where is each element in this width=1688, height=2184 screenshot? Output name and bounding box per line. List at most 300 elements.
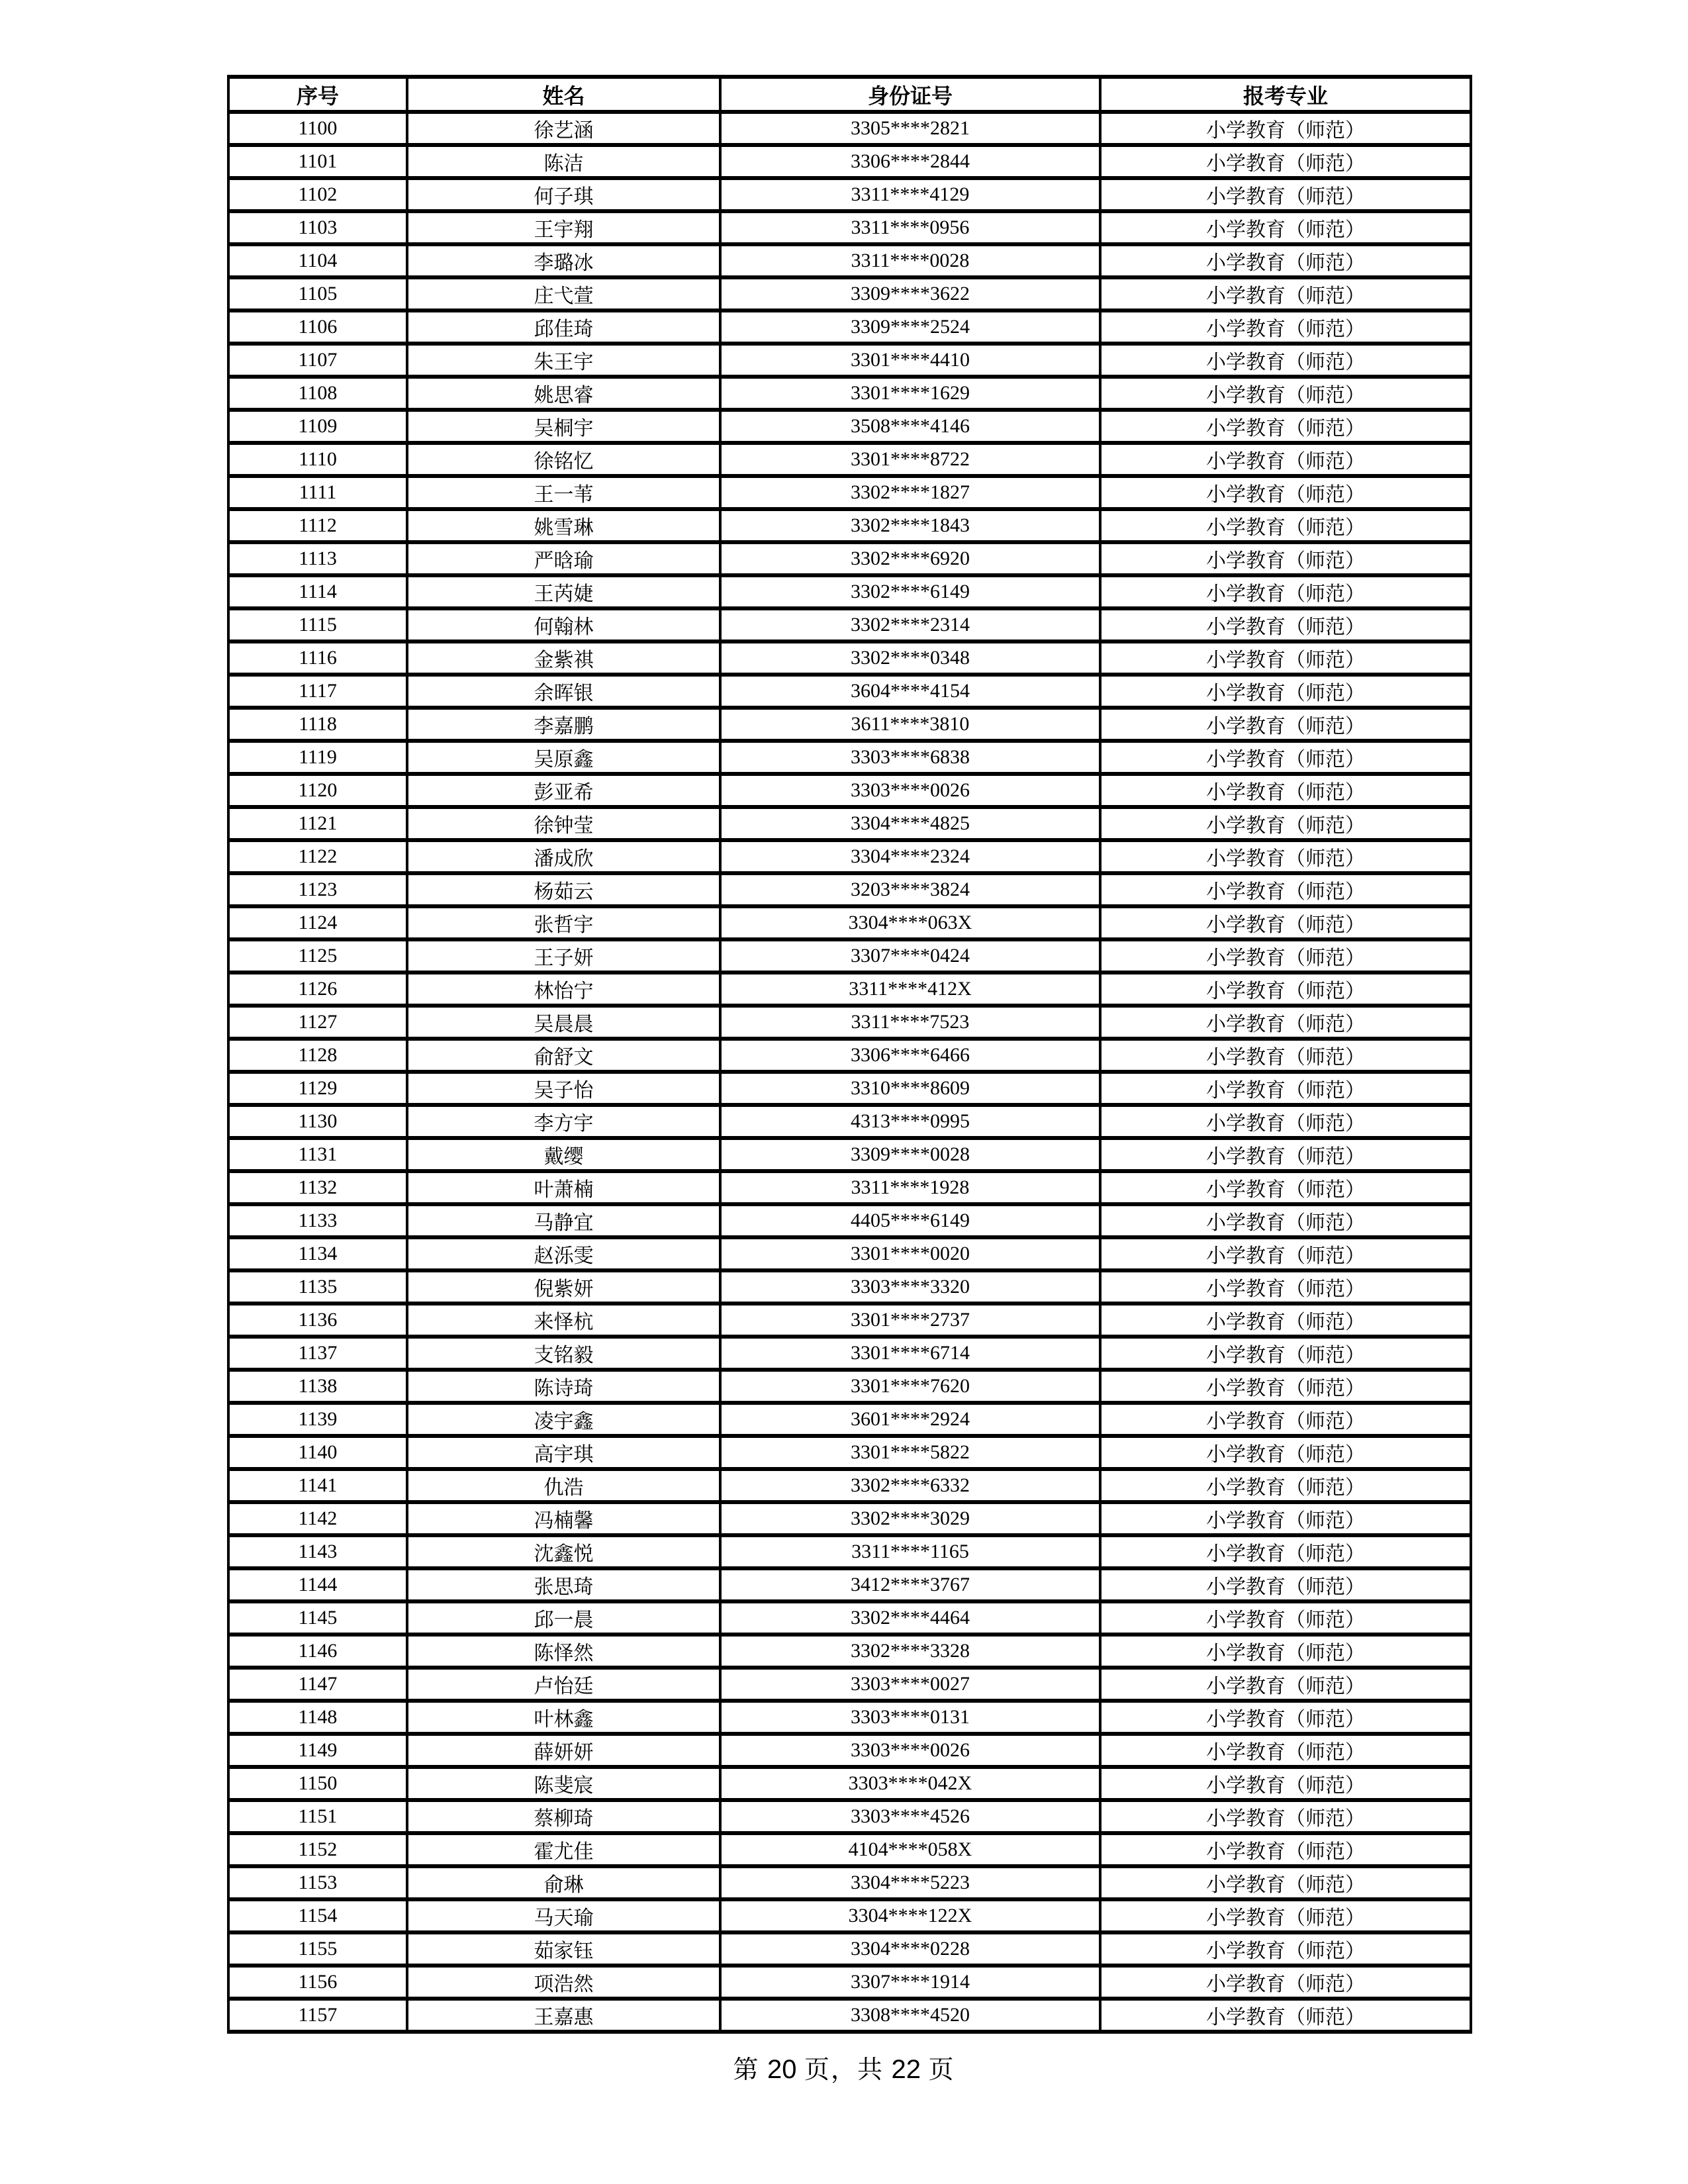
name-cell: 陈斐宸	[407, 1767, 720, 1800]
serial-cell: 1126	[228, 973, 407, 1006]
table-row	[228, 1701, 1471, 1734]
id-cell: 3302****6332	[720, 1469, 1100, 1502]
name-cell: 姚思睿	[407, 377, 720, 410]
name-cell: 霍尤佳	[407, 1833, 720, 1866]
table-row	[228, 1138, 1471, 1171]
name-cell: 金紫祺	[407, 641, 720, 675]
table-row	[228, 939, 1471, 973]
id-cell: 3302****1827	[720, 476, 1100, 509]
serial-cell: 1154	[228, 1899, 407, 1932]
id-cell: 3601****2924	[720, 1403, 1100, 1436]
major-cell: 小学教育（师范）	[1100, 1403, 1471, 1436]
table-row	[228, 873, 1471, 906]
id-cell: 3307****1914	[720, 1966, 1100, 1999]
id-cell: 3508****4146	[720, 410, 1100, 443]
table-row	[228, 1966, 1471, 1999]
header-row	[228, 77, 1471, 112]
table-row	[228, 1999, 1471, 2032]
table-row	[228, 112, 1471, 145]
table-row	[228, 1072, 1471, 1105]
id-cell: 3301****5822	[720, 1436, 1100, 1469]
table-row	[228, 1866, 1471, 1899]
serial-cell: 1107	[228, 344, 407, 377]
id-cell: 3309****0028	[720, 1138, 1100, 1171]
page-footer	[0, 2049, 1688, 2085]
major-cell: 小学教育（师范）	[1100, 741, 1471, 774]
id-cell: 3203****3824	[720, 873, 1100, 906]
id-cell: 3303****0027	[720, 1668, 1100, 1701]
table-body	[228, 112, 1471, 2032]
footer-prefix: 第	[733, 2056, 767, 2084]
major-cell: 小学教育（师范）	[1100, 840, 1471, 873]
major-cell: 小学教育（师范）	[1100, 1734, 1471, 1767]
name-cell: 余晖银	[407, 675, 720, 708]
table-row	[228, 377, 1471, 410]
footer-middle: 页，共	[796, 2056, 892, 2084]
table-row	[228, 906, 1471, 939]
name-cell: 项浩然	[407, 1966, 720, 1999]
table-row	[228, 211, 1471, 244]
id-cell: 3310****8609	[720, 1072, 1100, 1105]
serial-cell: 1123	[228, 873, 407, 906]
table-row	[228, 1039, 1471, 1072]
table-row	[228, 1800, 1471, 1833]
name-cell: 陈怿然	[407, 1635, 720, 1668]
serial-cell: 1122	[228, 840, 407, 873]
id-cell: 3309****3622	[720, 277, 1100, 310]
table-row	[228, 1171, 1471, 1204]
name-cell: 来怿杭	[407, 1304, 720, 1337]
table-row	[228, 774, 1471, 807]
serial-cell: 1113	[228, 542, 407, 575]
id-cell: 3301****1629	[720, 377, 1100, 410]
id-cell: 4405****6149	[720, 1204, 1100, 1237]
serial-cell: 1134	[228, 1237, 407, 1270]
name-cell: 张哲宇	[407, 906, 720, 939]
footer-total-pages: 22	[891, 2055, 921, 2084]
table-row	[228, 1237, 1471, 1270]
serial-cell: 1136	[228, 1304, 407, 1337]
id-cell: 3304****2324	[720, 840, 1100, 873]
major-cell: 小学教育（师范）	[1100, 906, 1471, 939]
serial-cell: 1131	[228, 1138, 407, 1171]
table-row	[228, 1469, 1471, 1502]
major-cell: 小学教育（师范）	[1100, 1701, 1471, 1734]
serial-cell: 1111	[228, 476, 407, 509]
serial-cell: 1142	[228, 1502, 407, 1535]
name-cell: 徐钟莹	[407, 807, 720, 840]
major-cell: 小学教育（师范）	[1100, 1966, 1471, 1999]
id-cell: 3311****4129	[720, 178, 1100, 211]
id-cell: 3307****0424	[720, 939, 1100, 973]
id-cell: 3304****5223	[720, 1866, 1100, 1899]
id-cell: 4104****058X	[720, 1833, 1100, 1866]
table-row	[228, 1502, 1471, 1535]
applicant-table	[227, 75, 1472, 2034]
footer-suffix: 页	[921, 2056, 955, 2084]
table-row	[228, 1403, 1471, 1436]
major-cell: 小学教育（师范）	[1100, 1237, 1471, 1270]
serial-cell: 1101	[228, 145, 407, 178]
name-cell: 徐艺涵	[407, 112, 720, 145]
serial-cell: 1138	[228, 1370, 407, 1403]
id-cell: 3303****3320	[720, 1270, 1100, 1304]
serial-cell: 1108	[228, 377, 407, 410]
major-cell: 小学教育（师范）	[1100, 973, 1471, 1006]
name-cell: 姚雪琳	[407, 509, 720, 542]
major-cell: 小学教育（师范）	[1100, 211, 1471, 244]
name-cell: 彭亚希	[407, 774, 720, 807]
table-row	[228, 1535, 1471, 1568]
name-cell: 俞琳	[407, 1866, 720, 1899]
id-cell: 3301****6714	[720, 1337, 1100, 1370]
id-cell: 3302****3029	[720, 1502, 1100, 1535]
serial-cell: 1115	[228, 608, 407, 641]
major-cell: 小学教育（师范）	[1100, 675, 1471, 708]
name-cell: 赵泺雯	[407, 1237, 720, 1270]
major-cell: 小学教育（师范）	[1100, 443, 1471, 476]
name-cell: 邱佳琦	[407, 310, 720, 344]
name-cell: 李嘉鹏	[407, 708, 720, 741]
table-row	[228, 1899, 1471, 1932]
id-cell: 3302****0348	[720, 641, 1100, 675]
serial-cell: 1132	[228, 1171, 407, 1204]
id-cell: 3311****1928	[720, 1171, 1100, 1204]
table-header	[228, 77, 1471, 112]
name-cell: 朱王宇	[407, 344, 720, 377]
name-cell: 吴原鑫	[407, 741, 720, 774]
major-cell: 小学教育（师范）	[1100, 1072, 1471, 1105]
name-cell: 马静宜	[407, 1204, 720, 1237]
name-cell: 徐铭忆	[407, 443, 720, 476]
major-cell: 小学教育（师范）	[1100, 244, 1471, 277]
table-row	[228, 1767, 1471, 1800]
major-cell: 小学教育（师范）	[1100, 1105, 1471, 1138]
table-row	[228, 344, 1471, 377]
name-cell: 陈诗琦	[407, 1370, 720, 1403]
id-cell: 3301****8722	[720, 443, 1100, 476]
id-cell: 3311****0956	[720, 211, 1100, 244]
serial-cell: 1130	[228, 1105, 407, 1138]
serial-cell: 1128	[228, 1039, 407, 1072]
major-cell: 小学教育（师范）	[1100, 1568, 1471, 1601]
name-cell: 吴桐宇	[407, 410, 720, 443]
serial-cell: 1118	[228, 708, 407, 741]
serial-cell: 1125	[228, 939, 407, 973]
serial-cell: 1129	[228, 1072, 407, 1105]
id-cell: 4313****0995	[720, 1105, 1100, 1138]
name-cell: 茹家钰	[407, 1932, 720, 1966]
serial-cell: 1103	[228, 211, 407, 244]
serial-cell: 1117	[228, 675, 407, 708]
name-cell: 林怡宁	[407, 973, 720, 1006]
name-cell: 何子琪	[407, 178, 720, 211]
name-cell: 张思琦	[407, 1568, 720, 1601]
id-cell: 3412****3767	[720, 1568, 1100, 1601]
serial-cell: 1146	[228, 1635, 407, 1668]
table-row	[228, 1370, 1471, 1403]
name-cell: 李方宇	[407, 1105, 720, 1138]
table-row	[228, 741, 1471, 774]
name-cell: 倪紫妍	[407, 1270, 720, 1304]
table-row	[228, 840, 1471, 873]
major-cell: 小学教育（师范）	[1100, 410, 1471, 443]
major-cell: 小学教育（师范）	[1100, 575, 1471, 608]
table-row	[228, 145, 1471, 178]
table-row	[228, 178, 1471, 211]
serial-cell: 1150	[228, 1767, 407, 1800]
table-row	[228, 1833, 1471, 1866]
id-cell: 3311****1165	[720, 1535, 1100, 1568]
major-cell: 小学教育（师范）	[1100, 608, 1471, 641]
serial-cell: 1140	[228, 1436, 407, 1469]
serial-cell: 1110	[228, 443, 407, 476]
name-cell: 潘成欣	[407, 840, 720, 873]
name-cell: 沈鑫悦	[407, 1535, 720, 1568]
major-cell: 小学教育（师范）	[1100, 774, 1471, 807]
id-cell: 3302****6149	[720, 575, 1100, 608]
serial-cell: 1143	[228, 1535, 407, 1568]
id-cell: 3604****4154	[720, 675, 1100, 708]
id-cell: 3611****3810	[720, 708, 1100, 741]
id-cell: 3304****063X	[720, 906, 1100, 939]
major-cell: 小学教育（师范）	[1100, 476, 1471, 509]
name-cell: 吴晨晨	[407, 1006, 720, 1039]
table-row	[228, 1568, 1471, 1601]
serial-cell: 1152	[228, 1833, 407, 1866]
name-cell: 高宇琪	[407, 1436, 720, 1469]
serial-cell: 1149	[228, 1734, 407, 1767]
major-cell: 小学教育（师范）	[1100, 1535, 1471, 1568]
id-cell: 3306****2844	[720, 145, 1100, 178]
table-row	[228, 310, 1471, 344]
name-cell: 王一苇	[407, 476, 720, 509]
serial-cell: 1100	[228, 112, 407, 145]
name-cell: 薛妍妍	[407, 1734, 720, 1767]
table-row	[228, 1668, 1471, 1701]
table-row	[228, 410, 1471, 443]
major-cell: 小学教育（师范）	[1100, 1436, 1471, 1469]
table-row	[228, 1006, 1471, 1039]
major-cell: 小学教育（师范）	[1100, 807, 1471, 840]
id-cell: 3301****0020	[720, 1237, 1100, 1270]
name-cell: 支铭毅	[407, 1337, 720, 1370]
id-cell: 3302****3328	[720, 1635, 1100, 1668]
serial-cell: 1127	[228, 1006, 407, 1039]
major-cell: 小学教育（师范）	[1100, 873, 1471, 906]
name-cell: 凌宇鑫	[407, 1403, 720, 1436]
header-id-number: 身份证号	[720, 77, 1100, 112]
serial-cell: 1148	[228, 1701, 407, 1734]
major-cell: 小学教育（师范）	[1100, 1999, 1471, 2032]
serial-cell: 1145	[228, 1601, 407, 1635]
id-cell: 3301****7620	[720, 1370, 1100, 1403]
major-cell: 小学教育（师范）	[1100, 277, 1471, 310]
id-cell: 3309****2524	[720, 310, 1100, 344]
table-row	[228, 1635, 1471, 1668]
serial-cell: 1144	[228, 1568, 407, 1601]
id-cell: 3301****4410	[720, 344, 1100, 377]
serial-cell: 1141	[228, 1469, 407, 1502]
major-cell: 小学教育（师范）	[1100, 112, 1471, 145]
serial-cell: 1157	[228, 1999, 407, 2032]
serial-cell: 1137	[228, 1337, 407, 1370]
footer-page-number: 20	[767, 2055, 797, 2084]
table-row	[228, 1601, 1471, 1635]
table-row	[228, 675, 1471, 708]
id-cell: 3302****1843	[720, 509, 1100, 542]
name-cell: 陈洁	[407, 145, 720, 178]
major-cell: 小学教育（师范）	[1100, 708, 1471, 741]
name-cell: 叶林鑫	[407, 1701, 720, 1734]
serial-cell: 1112	[228, 509, 407, 542]
name-cell: 王宇翔	[407, 211, 720, 244]
major-cell: 小学教育（师范）	[1100, 1833, 1471, 1866]
major-cell: 小学教育（师范）	[1100, 1800, 1471, 1833]
id-cell: 3302****6920	[720, 542, 1100, 575]
name-cell: 杨茹云	[407, 873, 720, 906]
major-cell: 小学教育（师范）	[1100, 377, 1471, 410]
major-cell: 小学教育（师范）	[1100, 145, 1471, 178]
table-row	[228, 443, 1471, 476]
id-cell: 3302****4464	[720, 1601, 1100, 1635]
table-row	[228, 708, 1471, 741]
major-cell: 小学教育（师范）	[1100, 1601, 1471, 1635]
header-serial: 序号	[228, 77, 407, 112]
major-cell: 小学教育（师范）	[1100, 1304, 1471, 1337]
serial-cell: 1105	[228, 277, 407, 310]
name-cell: 王子妍	[407, 939, 720, 973]
serial-cell: 1102	[228, 178, 407, 211]
table-row	[228, 1304, 1471, 1337]
name-cell: 仇浩	[407, 1469, 720, 1502]
table-row	[228, 1932, 1471, 1966]
major-cell: 小学教育（师范）	[1100, 1337, 1471, 1370]
table-row	[228, 509, 1471, 542]
name-cell: 王芮婕	[407, 575, 720, 608]
serial-cell: 1151	[228, 1800, 407, 1833]
serial-cell: 1104	[228, 244, 407, 277]
table-row	[228, 973, 1471, 1006]
major-cell: 小学教育（师范）	[1100, 1502, 1471, 1535]
serial-cell: 1147	[228, 1668, 407, 1701]
name-cell: 何翰林	[407, 608, 720, 641]
major-cell: 小学教育（师范）	[1100, 1932, 1471, 1966]
table-row	[228, 244, 1471, 277]
table-row	[228, 641, 1471, 675]
name-cell: 李璐冰	[407, 244, 720, 277]
major-cell: 小学教育（师范）	[1100, 1270, 1471, 1304]
major-cell: 小学教育（师范）	[1100, 542, 1471, 575]
serial-cell: 1109	[228, 410, 407, 443]
table-row	[228, 1337, 1471, 1370]
id-cell: 3311****412X	[720, 973, 1100, 1006]
major-cell: 小学教育（师范）	[1100, 1204, 1471, 1237]
serial-cell: 1139	[228, 1403, 407, 1436]
serial-cell: 1155	[228, 1932, 407, 1966]
major-cell: 小学教育（师范）	[1100, 1668, 1471, 1701]
name-cell: 邱一晨	[407, 1601, 720, 1635]
table-row	[228, 807, 1471, 840]
id-cell: 3304****122X	[720, 1899, 1100, 1932]
serial-cell: 1119	[228, 741, 407, 774]
major-cell: 小学教育（师范）	[1100, 509, 1471, 542]
serial-cell: 1135	[228, 1270, 407, 1304]
table-row	[228, 1204, 1471, 1237]
serial-cell: 1120	[228, 774, 407, 807]
table-row	[228, 608, 1471, 641]
name-cell: 王嘉惠	[407, 1999, 720, 2032]
name-cell: 蔡柳琦	[407, 1800, 720, 1833]
id-cell: 3306****6466	[720, 1039, 1100, 1072]
id-cell: 3303****4526	[720, 1800, 1100, 1833]
id-cell: 3303****0026	[720, 1734, 1100, 1767]
table-row	[228, 1105, 1471, 1138]
name-cell: 严晗瑜	[407, 542, 720, 575]
serial-cell: 1116	[228, 641, 407, 675]
major-cell: 小学教育（师范）	[1100, 1469, 1471, 1502]
major-cell: 小学教育（师范）	[1100, 939, 1471, 973]
serial-cell: 1156	[228, 1966, 407, 1999]
id-cell: 3311****7523	[720, 1006, 1100, 1039]
id-cell: 3303****6838	[720, 741, 1100, 774]
serial-cell: 1121	[228, 807, 407, 840]
table-row	[228, 1270, 1471, 1304]
name-cell: 卢怡廷	[407, 1668, 720, 1701]
name-cell: 吴子怡	[407, 1072, 720, 1105]
id-cell: 3303****0131	[720, 1701, 1100, 1734]
major-cell: 小学教育（师范）	[1100, 1039, 1471, 1072]
major-cell: 小学教育（师范）	[1100, 641, 1471, 675]
table-row	[228, 575, 1471, 608]
major-cell: 小学教育（师范）	[1100, 1138, 1471, 1171]
header-name: 姓名	[407, 77, 720, 112]
id-cell: 3303****042X	[720, 1767, 1100, 1800]
table-row	[228, 1436, 1471, 1469]
name-cell: 马天瑜	[407, 1899, 720, 1932]
table-row	[228, 1734, 1471, 1767]
serial-cell: 1133	[228, 1204, 407, 1237]
major-cell: 小学教育（师范）	[1100, 1899, 1471, 1932]
id-cell: 3308****4520	[720, 1999, 1100, 2032]
major-cell: 小学教育（师范）	[1100, 310, 1471, 344]
id-cell: 3304****4825	[720, 807, 1100, 840]
serial-cell: 1124	[228, 906, 407, 939]
serial-cell: 1114	[228, 575, 407, 608]
serial-cell: 1106	[228, 310, 407, 344]
serial-cell: 1153	[228, 1866, 407, 1899]
major-cell: 小学教育（师范）	[1100, 1635, 1471, 1668]
name-cell: 庄弋萱	[407, 277, 720, 310]
major-cell: 小学教育（师范）	[1100, 178, 1471, 211]
header-major: 报考专业	[1100, 77, 1471, 112]
major-cell: 小学教育（师范）	[1100, 1767, 1471, 1800]
name-cell: 戴缨	[407, 1138, 720, 1171]
id-cell: 3305****2821	[720, 112, 1100, 145]
id-cell: 3301****2737	[720, 1304, 1100, 1337]
major-cell: 小学教育（师范）	[1100, 1370, 1471, 1403]
id-cell: 3311****0028	[720, 244, 1100, 277]
name-cell: 叶萧楠	[407, 1171, 720, 1204]
name-cell: 俞舒文	[407, 1039, 720, 1072]
major-cell: 小学教育（师范）	[1100, 1006, 1471, 1039]
major-cell: 小学教育（师范）	[1100, 344, 1471, 377]
major-cell: 小学教育（师范）	[1100, 1171, 1471, 1204]
name-cell: 冯楠馨	[407, 1502, 720, 1535]
table-row	[228, 476, 1471, 509]
id-cell: 3304****0228	[720, 1932, 1100, 1966]
major-cell: 小学教育（师范）	[1100, 1866, 1471, 1899]
